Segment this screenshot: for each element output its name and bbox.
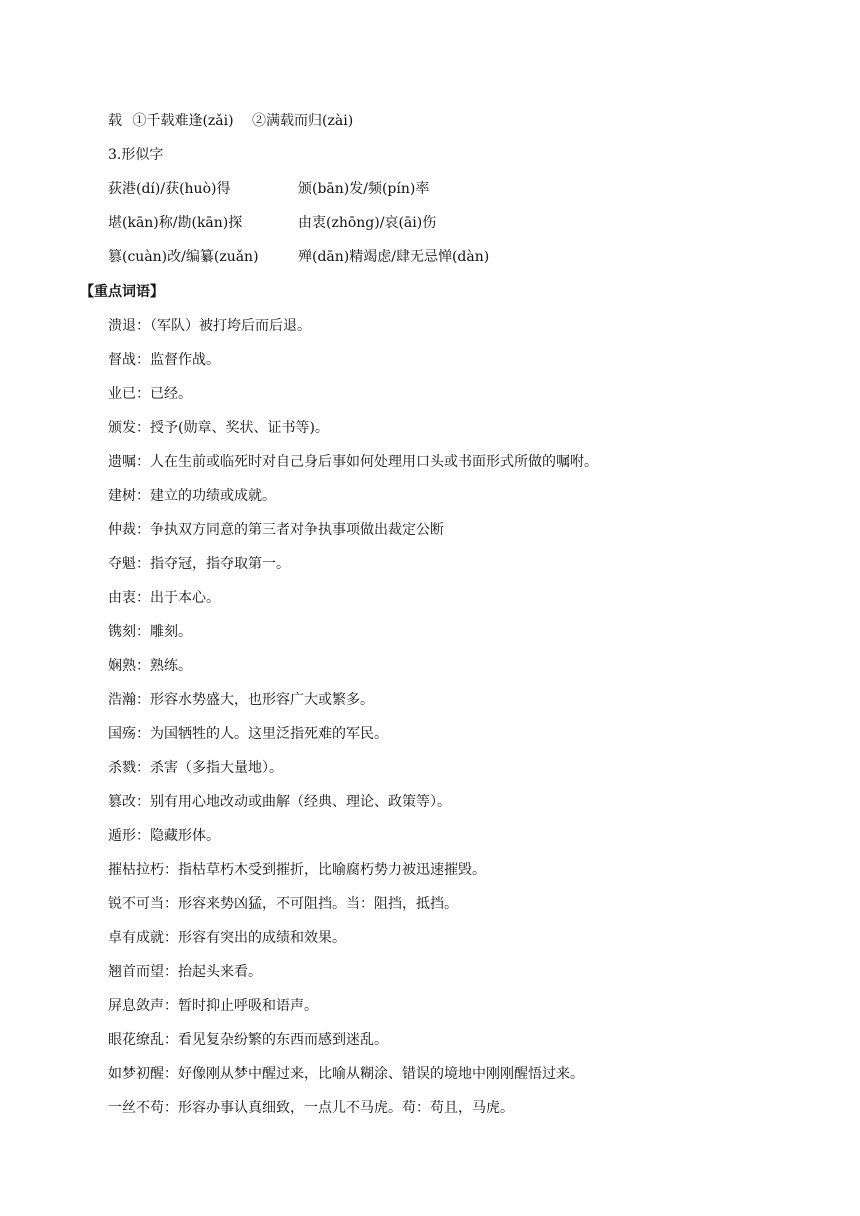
- polyphone-char: 载: [108, 113, 122, 129]
- term-item: 业已：已经。: [108, 386, 192, 402]
- term-item: 督战：监督作战。: [108, 352, 220, 368]
- term-item: 卓有成就：形容有突出的成绩和效果。: [108, 930, 346, 946]
- term-item: 遁形：隐藏形体。: [108, 828, 220, 844]
- term-item: 篡改：别有用心地改动或曲解（经典、理论、政策等）。: [108, 794, 451, 810]
- term-item: 娴熟：熟练。: [108, 658, 192, 674]
- term-item: 锐不可当：形容来势凶猛，不可阻挡。当：阻挡，抵挡。: [108, 896, 458, 912]
- term-item: 如梦初醒：好像刚从梦中醒过来，比喻从糊涂、错误的境地中刚刚醒悟过来。: [108, 1066, 584, 1082]
- term-item: 国殇：为国牺牲的人。这里泛指死难的军民。: [108, 726, 388, 742]
- section-heading-key-terms: 【重点词语】: [80, 284, 164, 300]
- term-item: 仲裁：争执双方同意的第三者对争执事项做出裁定公断: [108, 522, 444, 538]
- polyphone-line-zai: [108, 111, 353, 131]
- term-item: 颁发：授予(勋章、奖状、证书等)。: [108, 420, 329, 436]
- similar-chars-left: 堪(kān)称/勘(kān)探: [108, 215, 243, 231]
- similar-chars-right: 颁(bān)发/频(pín)率: [298, 181, 430, 197]
- similar-chars-right: 由衷(zhōng)/哀(āi)伤: [298, 215, 437, 231]
- term-item: 一丝不苟：形容办事认真细致，一点儿不马虎。苟：苟且，马虎。: [108, 1100, 514, 1116]
- term-item: 眼花缭乱：看见复杂纷繁的东西而感到迷乱。: [108, 1032, 388, 1048]
- polyphone-item-1: ①千载难逢(zǎi): [132, 113, 234, 129]
- similar-chars-row: [108, 179, 608, 199]
- polyphone-item-2: ②满载而归(zài): [252, 113, 354, 129]
- term-item: 浩瀚：形容水势盛大，也形容广大或繁多。: [108, 692, 374, 708]
- similar-chars-left: 荻港(dí)/获(huò)得: [108, 181, 231, 197]
- term-item: 杀戮：杀害（多指大量地）。: [108, 760, 283, 776]
- term-item: 夺魁：指夺冠，指夺取第一。: [108, 556, 290, 572]
- similar-chars-right: 殚(dān)精竭虑/肆无忌惮(dàn): [298, 249, 490, 265]
- similar-chars-row: [108, 247, 608, 267]
- term-item: 溃退：（军队）被打垮后而后退。: [108, 318, 311, 334]
- term-item: 屏息敛声：暂时抑止呼吸和语声。: [108, 998, 318, 1014]
- key-terms-list: [108, 316, 598, 1132]
- section-title-similar-chars: 3.形似字: [108, 147, 164, 163]
- term-item: 遗嘱：人在生前或临死时对自己身后事如何处理用口头或书面形式所做的嘱咐。: [108, 454, 598, 470]
- term-item: 摧枯拉朽：指枯草朽木受到摧折，比喻腐朽势力被迅速摧毁。: [108, 862, 486, 878]
- term-item: 建树：建立的功绩或成就。: [108, 488, 276, 504]
- term-item: 由衷：出于本心。: [108, 590, 220, 606]
- similar-chars-left: 篡(cuàn)改/编纂(zuǎn): [108, 249, 259, 265]
- term-item: 翘首而望：抬起头来看。: [108, 964, 262, 980]
- term-item: 镌刻：雕刻。: [108, 624, 192, 640]
- similar-chars-row: [108, 213, 608, 233]
